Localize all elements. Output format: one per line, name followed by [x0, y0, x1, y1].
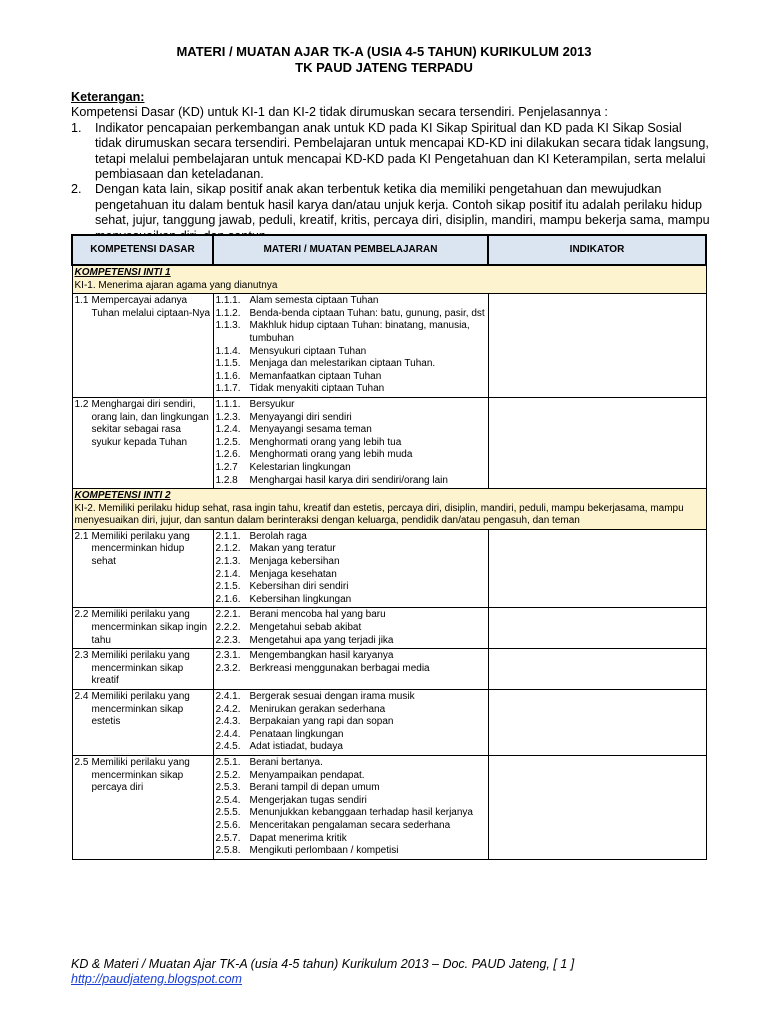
materi-text: Berpakaian yang rapi dan sopan — [249, 716, 394, 728]
kd-entry — [75, 691, 211, 729]
materi-item — [216, 437, 486, 450]
kd-cell — [72, 397, 213, 488]
materi-item — [216, 704, 486, 717]
kd-entry — [75, 650, 211, 688]
materi-number: 2.1.6. — [215, 593, 241, 605]
materi-cell — [213, 608, 488, 649]
materi-item — [216, 650, 486, 663]
materi-item — [216, 770, 486, 783]
materi-item — [216, 399, 486, 412]
kd-number: 2.2 — [74, 609, 89, 621]
materi-cell — [213, 649, 488, 690]
materi-item — [216, 462, 486, 475]
kd-number: 2.1 — [74, 530, 89, 542]
footer — [71, 957, 574, 987]
materi-text: Dapat menerima kritik — [249, 832, 347, 844]
indikator-cell — [488, 690, 706, 756]
document-title: MATERI / MUATAN AJAR TK-A (USIA 4-5 TAHUN) KURIKULUM 2013 — [176, 44, 592, 59]
materi-item — [216, 795, 486, 808]
kd-entry — [75, 531, 211, 569]
materi-text: Menjaga kebersihan — [249, 556, 340, 568]
materi-number: 1.2.5. — [215, 436, 241, 448]
kd-cell — [72, 294, 213, 398]
kd-entry — [75, 609, 211, 647]
kd-cell — [72, 755, 213, 859]
materi-number: 2.1.5. — [215, 581, 241, 593]
materi-text: Menghormati orang yang lebih muda — [249, 449, 413, 461]
materi-item — [216, 308, 486, 321]
materi-number: 2.1.1. — [215, 530, 241, 542]
materi-item — [216, 556, 486, 569]
kd-cell — [72, 690, 213, 756]
materi-item — [216, 833, 486, 846]
materi-item — [216, 412, 486, 425]
materi-text: Mengikuti perlombaan / kompetisi — [249, 845, 399, 857]
indikator-cell — [488, 649, 706, 690]
ki-cell — [72, 489, 706, 530]
materi-text: Benda-benda ciptaan Tuhan: batu, gunung, pasir, dst — [249, 307, 485, 319]
materi-text: Menjaga kesehatan — [249, 568, 337, 580]
ki-header-row — [72, 265, 706, 294]
materi-item — [216, 609, 486, 622]
materi-number: 2.3.2. — [215, 662, 241, 674]
materi-number: 2.2.1. — [215, 609, 241, 621]
kd-entry — [75, 399, 211, 449]
ki-description: KI-2. Memiliki perilaku hidup sehat, rasa ingin tahu, kreatif dan estetis, percaya diri, disiplin, mandiri, peduli, mampu bekerjasama, mampu menyesuaikan diri, jujur, dan santun dalam berinteraksi dengan keluarga, pendidik dan/atau pengasuh, dan teman — [74, 502, 684, 527]
materi-item — [216, 663, 486, 676]
materi-number: 1.2.7 — [215, 461, 238, 473]
kd-entry — [75, 295, 211, 320]
materi-text: Menyayangi diri sendiri — [249, 411, 352, 423]
materi-item — [216, 807, 486, 820]
materi-item — [216, 358, 486, 371]
materi-text: Berani bertanya. — [249, 756, 323, 768]
materi-number: 1.1.6. — [215, 370, 241, 382]
notes-intro: Kompetensi Dasar (KD) untuk KI-1 dan KI-2 tidak dirumuskan secara tersendiri. Penjelasannya : — [71, 105, 608, 120]
materi-cell — [213, 397, 488, 488]
materi-text: Memanfaatkan ciptaan Tuhan — [249, 370, 382, 382]
materi-item — [216, 757, 486, 770]
document-subtitle: TK PAUD JATENG TERPADU — [295, 60, 473, 75]
materi-cell — [213, 690, 488, 756]
materi-number: 2.5.3. — [215, 782, 241, 794]
materi-number: 1.1.7. — [215, 383, 241, 395]
materi-text: Berolah raga — [249, 530, 307, 542]
kd-text: Memiliki perilaku yang mencerminkan sikap kreatif — [91, 650, 190, 687]
materi-number: 1.1.5. — [215, 358, 241, 370]
materi-text: Kelestarian lingkungan — [249, 461, 351, 473]
materi-number: 1.2.8 — [215, 474, 238, 486]
footer-text: KD & Materi / Muatan Ajar TK-A (usia 4-5 tahun) Kurikulum 2013 – Doc. PAUD Jateng, [ 1 ] — [71, 957, 575, 971]
materi-item — [216, 741, 486, 754]
materi-text: Alam semesta ciptaan Tuhan — [249, 295, 379, 307]
materi-item — [216, 782, 486, 795]
kd-text: Memiliki perilaku yang mencerminkan hidup sehat — [91, 530, 190, 568]
materi-number: 2.2.3. — [215, 634, 241, 646]
materi-cell — [213, 294, 488, 398]
materi-item — [216, 729, 486, 742]
indikator-cell — [488, 755, 706, 859]
header-indikator: INDIKATOR — [488, 235, 706, 265]
note-text: Dengan kata lain, sikap positif anak akan terbentuk ketika dia memiliki pengetahuan dan mewujudkan pengetahuan itu dalam bentuk hasil karya dan/atau unjuk kerja. Contoh sikap positif itu adalah perilaku hidup sehat, jujur, tanggung jawab, peduli, kreatif, kritis, percaya diri, disiplin, mandiri, mampu bekerja sama, mampu — [95, 182, 710, 228]
materi-text: Menghargai hasil karya diri sendiri/orang lain — [249, 474, 448, 486]
table-row — [72, 608, 706, 649]
materi-number: 2.5.2. — [215, 769, 241, 781]
materi-item — [216, 531, 486, 544]
note-number: 2. — [71, 182, 82, 197]
materi-text: Bergerak sesuai dengan irama musik — [249, 691, 415, 702]
materi-item — [216, 371, 486, 384]
materi-text: Menjaga dan melestarikan ciptaan Tuhan. — [249, 358, 436, 370]
notes-section — [71, 90, 711, 244]
kd-number: 1.2 — [74, 398, 89, 410]
ki-title: KOMPETENSI INTI 2 — [74, 490, 171, 502]
kd-entry — [75, 757, 211, 795]
kd-number: 2.5 — [74, 756, 89, 768]
materi-number: 2.5.7. — [215, 832, 241, 844]
materi-text: Mengetahui sebab akibat — [249, 622, 362, 634]
materi-number: 2.4.2. — [215, 703, 241, 715]
notes-heading: Keterangan: — [71, 90, 145, 104]
note-item — [71, 121, 711, 183]
materi-number: 2.1.2. — [215, 543, 241, 555]
table-row — [72, 690, 706, 756]
materi-item — [216, 569, 486, 582]
ki-header-row — [72, 489, 706, 530]
materi-text: Mensyukuri ciptaan Tuhan — [249, 345, 367, 357]
materi-number: 2.5.8. — [215, 845, 241, 857]
kd-text: Memiliki perilaku yang mencerminkan sikap ingin tahu — [91, 609, 208, 646]
materi-text: Bersyukur — [249, 398, 295, 410]
materi-item — [216, 820, 486, 833]
materi-number: 1.2.6. — [215, 449, 241, 461]
materi-text: Menunjukkan kebanggaan terhadap hasil kerjanya — [249, 807, 473, 819]
materi-item — [216, 635, 486, 648]
materi-text: Makan yang teratur — [249, 543, 336, 555]
materi-text: Berkreasi menggunakan berbagai media — [249, 662, 430, 674]
materi-item — [216, 295, 486, 308]
materi-number: 1.1.1. — [215, 295, 241, 307]
kd-text: Memiliki perilaku yang mencerminkan sikap percaya diri — [91, 756, 190, 794]
materi-item — [216, 320, 486, 345]
kd-number: 2.3 — [74, 650, 89, 662]
materi-text: Penataan lingkungan — [249, 728, 344, 740]
table-row — [72, 529, 706, 608]
materi-number: 1.1.1. — [215, 398, 241, 410]
materi-text: Mengembangkan hasil karyanya — [249, 650, 394, 662]
table-row — [72, 397, 706, 488]
indikator-cell — [488, 397, 706, 488]
materi-item — [216, 543, 486, 556]
materi-item — [216, 622, 486, 635]
materi-item — [216, 346, 486, 359]
materi-item — [216, 691, 486, 704]
materi-number: 1.2.4. — [215, 424, 241, 436]
materi-number: 1.1.2. — [215, 307, 241, 319]
indikator-cell — [488, 294, 706, 398]
materi-text: Mengetahui apa yang terjadi jika — [249, 634, 394, 646]
indikator-cell — [488, 608, 706, 649]
materi-text: Mengerjakan tugas sendiri — [249, 794, 367, 806]
materi-number: 2.5.6. — [215, 819, 241, 831]
materi-number: 2.4.4. — [215, 728, 241, 740]
materi-number: 2.1.3. — [215, 556, 241, 568]
materi-text: Berani tampil di depan umum — [249, 782, 380, 794]
kd-text: Mempercayai adanya Tuhan melalui ciptaan-Nya — [91, 295, 211, 319]
materi-item — [216, 383, 486, 396]
materi-number: 1.1.3. — [215, 320, 241, 332]
kd-text: Memiliki perilaku yang mencerminkan sikap estetis — [91, 691, 190, 728]
footer-link[interactable]: http://paudjateng.blogspot.com — [71, 972, 242, 986]
materi-cell — [213, 755, 488, 859]
materi-text: Kebersihan lingkungan — [249, 593, 352, 605]
kd-number: 1.1 — [74, 295, 89, 307]
materi-text: Kebersihan diri sendiri — [249, 581, 349, 593]
materi-number: 2.2.2. — [215, 622, 241, 634]
materi-text: Menirukan gerakan sederhana — [249, 703, 386, 715]
materi-item — [216, 716, 486, 729]
header-kompetensi-dasar: KOMPETENSI DASAR — [72, 235, 213, 265]
materi-text: Menceritakan pengalaman secara sederhana — [249, 819, 451, 831]
indikator-cell — [488, 529, 706, 608]
ki-title: KOMPETENSI INTI 1 — [74, 267, 171, 278]
kd-cell — [72, 649, 213, 690]
kd-text: Menghargai diri sendiri, orang lain, dan lingkungan sekitar sebagai rasa syukur kepada Tuhan — [91, 398, 209, 448]
materi-number: 2.4.1. — [215, 691, 241, 702]
materi-item — [216, 424, 486, 437]
materi-number: 2.5.4. — [215, 794, 241, 806]
ki-cell — [72, 265, 706, 294]
materi-item — [216, 449, 486, 462]
kd-cell — [72, 529, 213, 608]
note-number: 1. — [71, 120, 82, 135]
materi-text: Tidak menyakiti ciptaan Tuhan — [249, 383, 385, 395]
materi-number: 2.4.3. — [215, 716, 241, 728]
table-header-row — [72, 235, 706, 265]
materi-item — [216, 581, 486, 594]
materi-number: 2.1.4. — [215, 568, 241, 580]
materi-number: 1.1.4. — [215, 345, 241, 357]
materi-text: Adat istiadat, budaya — [249, 741, 343, 753]
note-text: Indikator pencapaian perkembangan anak untuk KD pada KI Sikap Spiritual dan KD pada KI Sikap Sosial tidak dirumuskan secara tersendiri. Pembelajaran untuk mencapai KD-KD ini dilakukan secara tidak langsung, tetapi melalui pembelajaran untuk mencapai KD-KD pada KI Pengetahuan dan KI Keterampilan, serta melalui pembiasaan dan keteladanan. — [95, 120, 709, 182]
materi-text: Menghormati orang yang lebih tua — [249, 436, 402, 448]
materi-number: 2.5.1. — [215, 756, 241, 768]
kd-number: 2.4 — [74, 691, 89, 702]
materi-text: Menyayangi sesama teman — [249, 424, 372, 436]
materi-item — [216, 475, 486, 488]
materi-text: Menyampaikan pendapat. — [249, 769, 365, 781]
table-row — [72, 649, 706, 690]
materi-number: 1.2.3. — [215, 411, 241, 423]
curriculum-table — [71, 234, 707, 860]
header-materi: MATERI / MUATAN PEMBELAJARAN — [213, 235, 488, 265]
materi-number: 2.3.1. — [215, 650, 241, 662]
ki-description: KI-1. Menerima ajaran agama yang dianutnya — [74, 279, 278, 291]
materi-item — [216, 594, 486, 607]
materi-number: 2.4.5. — [215, 741, 241, 753]
kd-cell — [72, 608, 213, 649]
materi-number: 2.5.5. — [215, 807, 241, 819]
materi-item — [216, 845, 486, 858]
materi-cell — [213, 529, 488, 608]
table-row — [72, 294, 706, 398]
table-row — [72, 755, 706, 859]
materi-text: Makhluk hidup ciptaan Tuhan: binatang, manusia, tumbuhan — [249, 320, 470, 344]
materi-text: Berani mencoba hal yang baru — [249, 609, 386, 621]
